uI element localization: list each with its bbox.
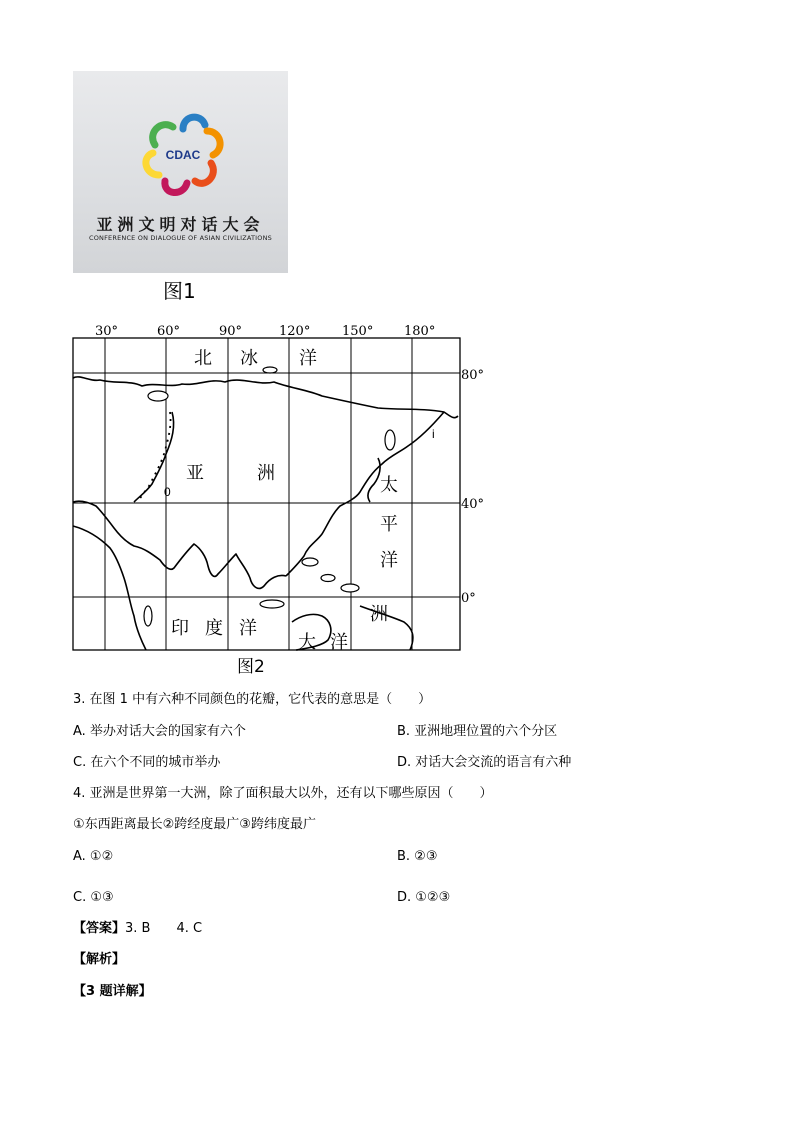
asia-map-svg (60, 316, 500, 661)
lon-label-90: 90° (219, 324, 243, 339)
question-3-option-a: A. 举办对话大会的国家有六个 (73, 724, 246, 739)
lon-label-60: 60° (157, 324, 181, 339)
figure1-caption: 图1 (163, 279, 196, 303)
answer-label: 【答案】 (73, 921, 126, 936)
petal-orange (207, 131, 220, 155)
label-oceania-3: 洲 (370, 604, 388, 625)
lon-label-120: 120° (279, 324, 311, 339)
lon-label-150: 150° (342, 324, 374, 339)
question-4-option-d: D. ①②③ (397, 890, 451, 905)
question-4-stem: 4. 亚洲是世界第一大洲，除了面积最大以外，还有以下哪些原因（ ） (73, 786, 493, 801)
label-oceania-1: 大 (298, 632, 316, 653)
label-asia-2: 洲 (257, 463, 275, 484)
petal-blue (183, 117, 205, 129)
analysis-label: 【解析】 (73, 952, 126, 967)
label-pacific-2: 平 (380, 514, 398, 535)
petal-green (153, 125, 173, 145)
label-oceania-2: 洋 (330, 632, 348, 653)
lat-label-0: 0° (461, 591, 476, 606)
question-3-option-b: B. 亚洲地理位置的六个分区 (397, 724, 558, 739)
answer-line (73, 920, 202, 938)
label-asia-1: 亚 (186, 463, 204, 484)
question-4-statements: ①东西距离最长②跨经度最广③跨纬度最广 (73, 817, 316, 832)
label-arctic-2: 冰 (240, 348, 258, 369)
question-3-stem: 3. 在图 1 中有六种不同颜色的花瓣，它代表的意思是（ ） (73, 692, 432, 707)
coastline (73, 377, 458, 650)
label-indian-1: 印 (171, 618, 189, 639)
question-3-option-c: C. 在六个不同的城市举办 (73, 755, 221, 770)
petal-yellow (146, 153, 159, 175)
lon-label-180: 180° (404, 324, 436, 339)
label-indian-3: 洋 (239, 618, 257, 639)
label-arctic-3: 洋 (299, 348, 317, 369)
cdac-logo-image (73, 71, 288, 273)
petal-red (195, 163, 213, 183)
question-4-option-b: B. ②③ (397, 849, 438, 864)
petal-magenta (165, 181, 187, 193)
lat-label-40: 40° (461, 497, 485, 512)
answer-text: 3. B 4. C (125, 921, 203, 936)
logo-mark-text: CDAC (165, 148, 201, 162)
question-4-option-c: C. ①③ (73, 890, 114, 905)
label-pacific-3: 洋 (380, 550, 398, 571)
marker-i: i (432, 427, 435, 441)
label-arctic-1: 北 (194, 348, 212, 369)
logo-name-cn: 亚洲文明对话大会 (96, 215, 265, 234)
cdac-flower-icon (133, 109, 233, 199)
marker-o: 0 (164, 485, 171, 499)
detail-label: 【3 题详解】 (73, 984, 152, 999)
lon-label-30: 30° (95, 324, 119, 339)
figure2-caption: 图2 (237, 657, 265, 677)
asia-map (60, 316, 500, 661)
question-4-option-a: A. ①② (73, 849, 114, 864)
label-pacific-1: 太 (380, 475, 398, 496)
logo-name-en: CONFERENCE ON DIALOGUE OF ASIAN CIVILIZATIONS (89, 234, 272, 242)
lat-label-80: 80° (461, 368, 485, 383)
islands (144, 367, 395, 626)
question-3-option-d: D. 对话大会交流的语言有六种 (397, 755, 572, 770)
label-indian-2: 度 (205, 618, 223, 639)
